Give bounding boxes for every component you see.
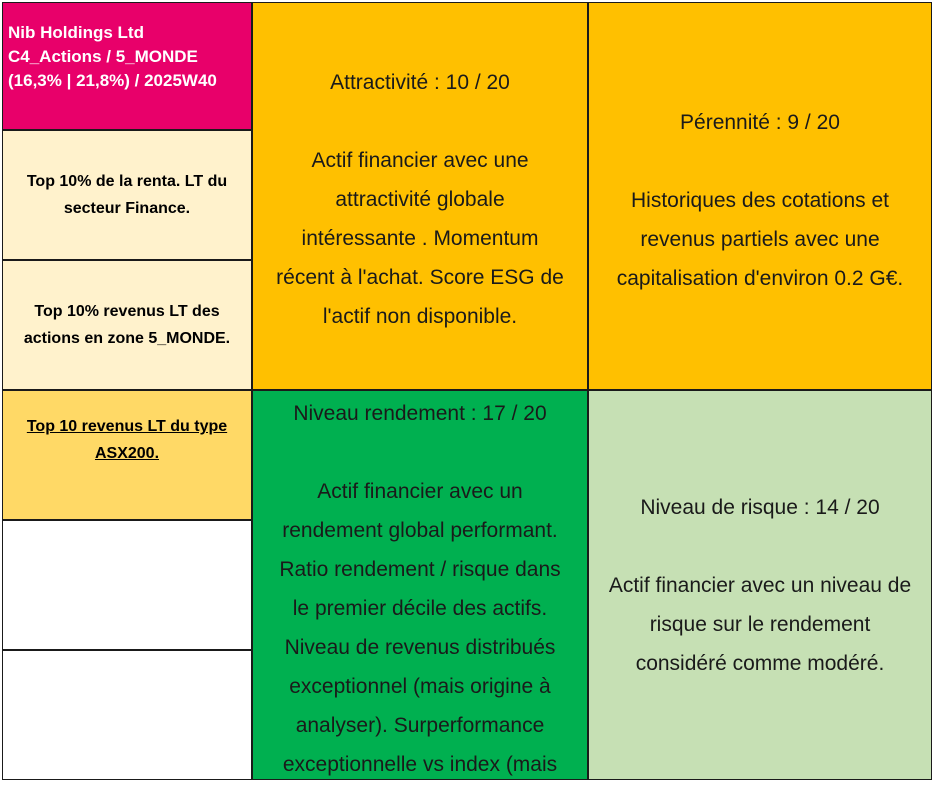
note-line: Top 10% revenus LT des (34, 303, 220, 320)
index-rank-note[interactable] (2, 390, 252, 520)
index-rank-link[interactable]: ASX200. (94, 445, 160, 462)
risque-body: Actif financier avec un niveau de risque sur le rendement considéré comme modéré. (608, 574, 912, 675)
rendement-body: Actif financier avec un rendement global performant. Ratio rendement / risque dans le premier décile des actifs. Niveau de revenus distribués exceptionnel (mais origine à analyser). Surperformance exceptionnelle vs index (mais (279, 480, 561, 776)
asset-header-cell (2, 2, 252, 130)
asset-metrics: (16,3% | 21,8%) / 2025W40 (8, 71, 217, 90)
empty-cell (2, 650, 252, 780)
perennite-cell (588, 2, 932, 390)
asset-category: C4_Actions / 5_MONDE (8, 47, 198, 66)
note-line: secteur Finance. (63, 200, 191, 217)
attractivite-title: Attractivité : 10 / 20 (330, 71, 510, 94)
perennite-body: Historiques des cotations et revenus partiels avec une capitalisation d'environ 0.2 G€. (616, 189, 904, 290)
risque-cell (588, 390, 932, 780)
note-line: Top 10% de la renta. LT du (26, 173, 228, 190)
sector-rank-note (2, 130, 252, 260)
attractivite-cell (252, 2, 588, 390)
rendement-title: Niveau rendement : 17 / 20 (293, 402, 547, 425)
attractivite-body: Actif financier avec une attractivité globale intéressante . Momentum récent à l'achat. Score ESG de l'actif non disponible. (276, 149, 564, 328)
index-rank-link[interactable]: Top 10 revenus LT du type (26, 418, 228, 435)
note-line: actions en zone 5_MONDE. (23, 330, 231, 347)
risque-title: Niveau de risque : 14 / 20 (640, 496, 880, 519)
empty-cell (2, 520, 252, 650)
perennite-title: Pérennité : 9 / 20 (680, 111, 840, 134)
rendement-cell (252, 390, 588, 780)
company-name: Nib Holdings Ltd (8, 23, 144, 42)
zone-rank-note (2, 260, 252, 390)
